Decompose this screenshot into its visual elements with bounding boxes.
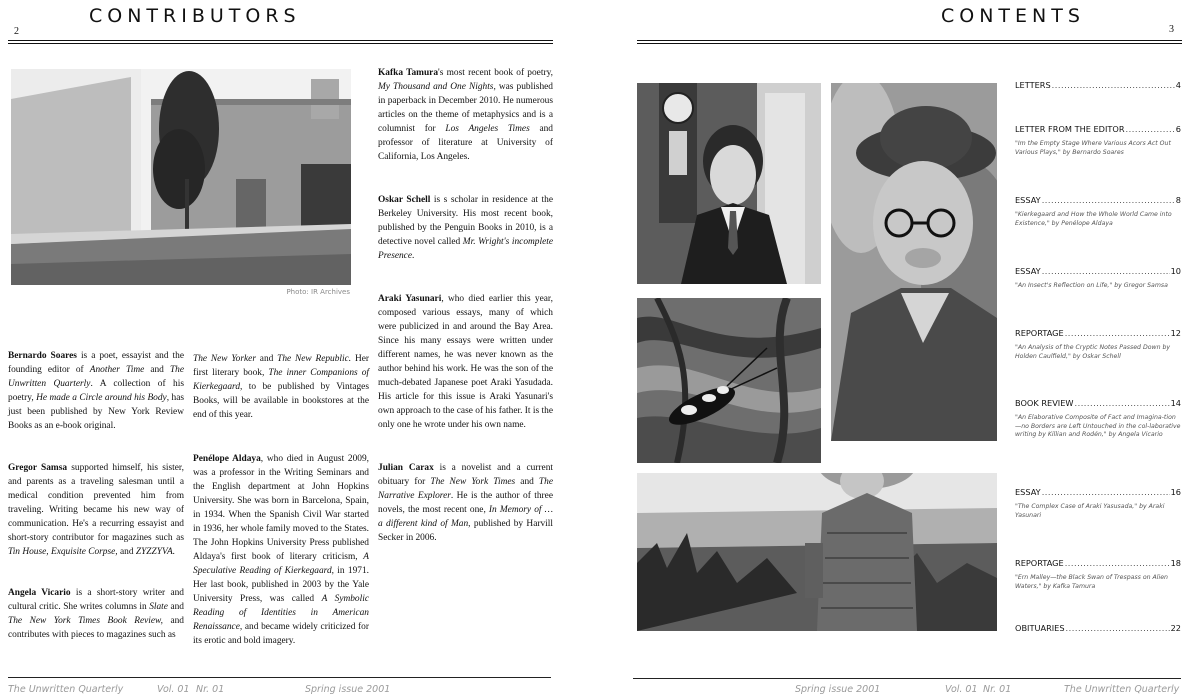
name-oskar-schell: Oskar Schell [378, 195, 431, 205]
bio-angela-vicario: Angela Vicario is a short-story writer and cultural critic. She writes columns in Slate and The New York Times Book Review, and contributes with pieces to magazines such as [8, 588, 184, 640]
toc-description: "The Complex Case of Araki Yasusada," by Araki Yasunari [1015, 503, 1165, 519]
toc-page: 4 [1175, 80, 1181, 90]
toc-description: "Im the Empty Stage Where Various Acors Act Out Various Plays," by Bernardo Soares [1015, 140, 1171, 156]
toc-description: "An Elaborative Composite of Fact and Imagina-tion—no Borders are Left Untouched in the col-laborative writing by Killian and Rodén," by Angela Vicario [1015, 414, 1181, 439]
toc-section: REPORTAGE [1015, 558, 1064, 568]
contributors-column-1 [8, 349, 184, 642]
toc-description: "An Insect's Reflection on Life," by Gregor Samsa [1015, 282, 1168, 289]
footer-issue: Spring issue 2001 [305, 684, 391, 695]
toc-section: ESSAY [1015, 266, 1041, 276]
name-gregor-samsa: Gregor Samsa [8, 463, 68, 473]
boy-portrait-photo [637, 83, 821, 284]
toc-entry-obituaries[interactable] [1015, 623, 1181, 633]
footer-number: Nr. 01 [983, 684, 1012, 695]
building-photo [11, 69, 351, 285]
left-footer-rule [8, 677, 551, 678]
toc-entry-letter-from-the-editor[interactable] [1015, 124, 1181, 157]
contents-heading: CONTENTS [941, 5, 1085, 27]
toc-entry-book-review[interactable] [1015, 398, 1181, 440]
toc-page: 12 [1170, 328, 1181, 338]
toc-section: ESSAY [1015, 195, 1041, 205]
toc-description: "Kierkegaard and How the Whole World Came into Existence," by Penélope Aldaya [1015, 211, 1172, 227]
toc-dot-leader [1126, 124, 1175, 134]
bio-kafka-tamura: Kafka Tamura's most recent book of poetry, My Thousand and One Nights, was published in paperback in December 2010. He numerous articles on the theme of metaphysics and is a columnist for Los Angeles Times and professor of literature at University of California, Los Angeles. [378, 68, 553, 162]
toc-dot-leader [1065, 558, 1170, 568]
toc-section: LETTERS [1015, 80, 1051, 90]
bio-gregor-samsa: Gregor Samsa supported himself, his sister, and parents as a traveling salesman until a medical condition prevented him from traveling. Writing became his new way of communication. He's a recurring essayist and short-story contributor for magazines such as Tin House, Exquisite Corpse, and ZYZZYVA. [8, 463, 184, 557]
name-penelope-aldaya: Penélope Aldaya [193, 454, 261, 464]
toc-page: 8 [1175, 195, 1181, 205]
toc-description: "Ern Malley—the Black Swan of Trespass on Alien Waters," by Kafka Tamura [1015, 574, 1168, 590]
footer-magazine-name: The Unwritten Quarterly [1064, 684, 1180, 695]
toc-entry-letters[interactable] [1015, 80, 1181, 90]
footer-magazine-name: The Unwritten Quarterly [8, 684, 124, 695]
name-julian-carax: Julian Carax [378, 463, 434, 473]
right-header-rule [637, 40, 1182, 44]
toc-dot-leader [1042, 195, 1175, 205]
toc-dot-leader [1065, 328, 1170, 338]
name-kafka-tamura: Kafka Tamura [378, 68, 439, 78]
toc-dot-leader [1066, 623, 1170, 633]
toc-section: BOOK REVIEW [1015, 398, 1074, 408]
toc-dot-leader [1042, 487, 1170, 497]
toc-page: 10 [1170, 266, 1181, 276]
footer-volume: Vol. 01 [157, 684, 190, 695]
contributors-heading: CONTRIBUTORS [89, 5, 301, 27]
bio-julian-carax: Julian Carax is a novelist and a current obituary for The New York Times and The Narrative Explorer. He is the author of three novels, the most recent one, In Memory of … a different kind of Man, published by Harvill Secker in 2006. [378, 463, 553, 543]
left-header-rule [8, 40, 553, 44]
toc-description: "An Analysis of the Cryptic Notes Passed Down by Holden Caulfield," by Oskar Schell [1015, 344, 1171, 360]
bio-bernardo-soares: Bernardo Soares is a poet, essayist and the founding editor of Another Time and The Unwritten Quarterly. A collection of his poetry, He made a Circle around his Body, has just been published by New York Review Books as an e-book original. [8, 351, 185, 431]
toc-entry-essay-8[interactable] [1015, 195, 1181, 228]
woman-landscape-photo [637, 473, 997, 631]
old-man-portrait-photo [831, 83, 997, 441]
name-angela-vicario: Angela Vicario [8, 588, 71, 598]
toc-page: 14 [1170, 398, 1181, 408]
contributors-column-3 [378, 66, 553, 545]
toc-dot-leader [1052, 80, 1175, 90]
toc-entry-essay-16[interactable] [1015, 487, 1181, 520]
toc-section: ESSAY [1015, 487, 1041, 497]
toc-entry-reportage-18[interactable] [1015, 558, 1181, 591]
footer-volume: Vol. 01 [945, 684, 978, 695]
bio-angela-vicario-continued: The New Yorker and The New Republic. Her first literary book, The inner Companions of Kierkegaard, to be published by Vintages Books, will be available in bookstores at the end of this year. [193, 354, 369, 420]
toc-entry-reportage-12[interactable] [1015, 328, 1181, 361]
toc-section: REPORTAGE [1015, 328, 1064, 338]
toc-dot-leader [1074, 398, 1169, 408]
name-araki-yasunari: Araki Yasunari [378, 294, 442, 304]
footer-issue: Spring issue 2001 [795, 684, 881, 695]
toc-page: 6 [1175, 124, 1181, 134]
insect-photo [637, 298, 821, 463]
left-page-number: 2 [14, 26, 19, 37]
footer-number: Nr. 01 [196, 684, 225, 695]
toc-dot-leader [1042, 266, 1170, 276]
right-footer-rule [633, 678, 1181, 679]
bio-oskar-schell: Oskar Schell is s scholar in residence at the Berkeley University. His most recent book, published by the Penguin Books in 2010, is a detective novel called Mr. Wright's incomplete Presence. [378, 195, 553, 261]
right-page-number: 3 [1169, 24, 1174, 35]
toc-entry-essay-10[interactable] [1015, 266, 1181, 291]
bio-penelope-aldaya: Penélope Aldaya, who died in August 2009, was a professor in the Writing Seminars and the English department at John Hopkins University. She was born in Barcelona, Spain, in 1934. When the Spanish Civil War started in 1936, her whole family moved to the States. The John Hopkins University Press published Aldaya's first book of literary criticism, A Speculative Reading of Kierkegaard, in 1971. Her last book, published in 2003 by the Yale University Press, was called A Symbolic Reading of Identities in American Renaissance, and became widely criticized for its erotic and bold imagery. [193, 454, 369, 646]
toc-section: OBITUARIES [1015, 623, 1065, 633]
toc-section: LETTER FROM THE EDITOR [1015, 124, 1125, 134]
toc-page: 16 [1170, 487, 1181, 497]
toc-page: 22 [1170, 623, 1181, 633]
photo-caption: Photo: IR Archives [286, 288, 350, 296]
contributors-column-2 [193, 352, 369, 648]
name-bernardo-soares: Bernardo Soares [8, 351, 77, 361]
toc-page: 18 [1170, 558, 1181, 568]
bio-araki-yasunari: Araki Yasunari, who died earlier this year, composed various essays, many of which were publicized in and around the Bay Area. Since his many essays were written under different names, he was never known as the author behind his work. He was the son of the much-debated Japanese poet Araki Yasudada. His article for this issue is Araki Yasunari's own approach to the case of his father. It is the only one he wrote under his own name. [378, 294, 553, 430]
